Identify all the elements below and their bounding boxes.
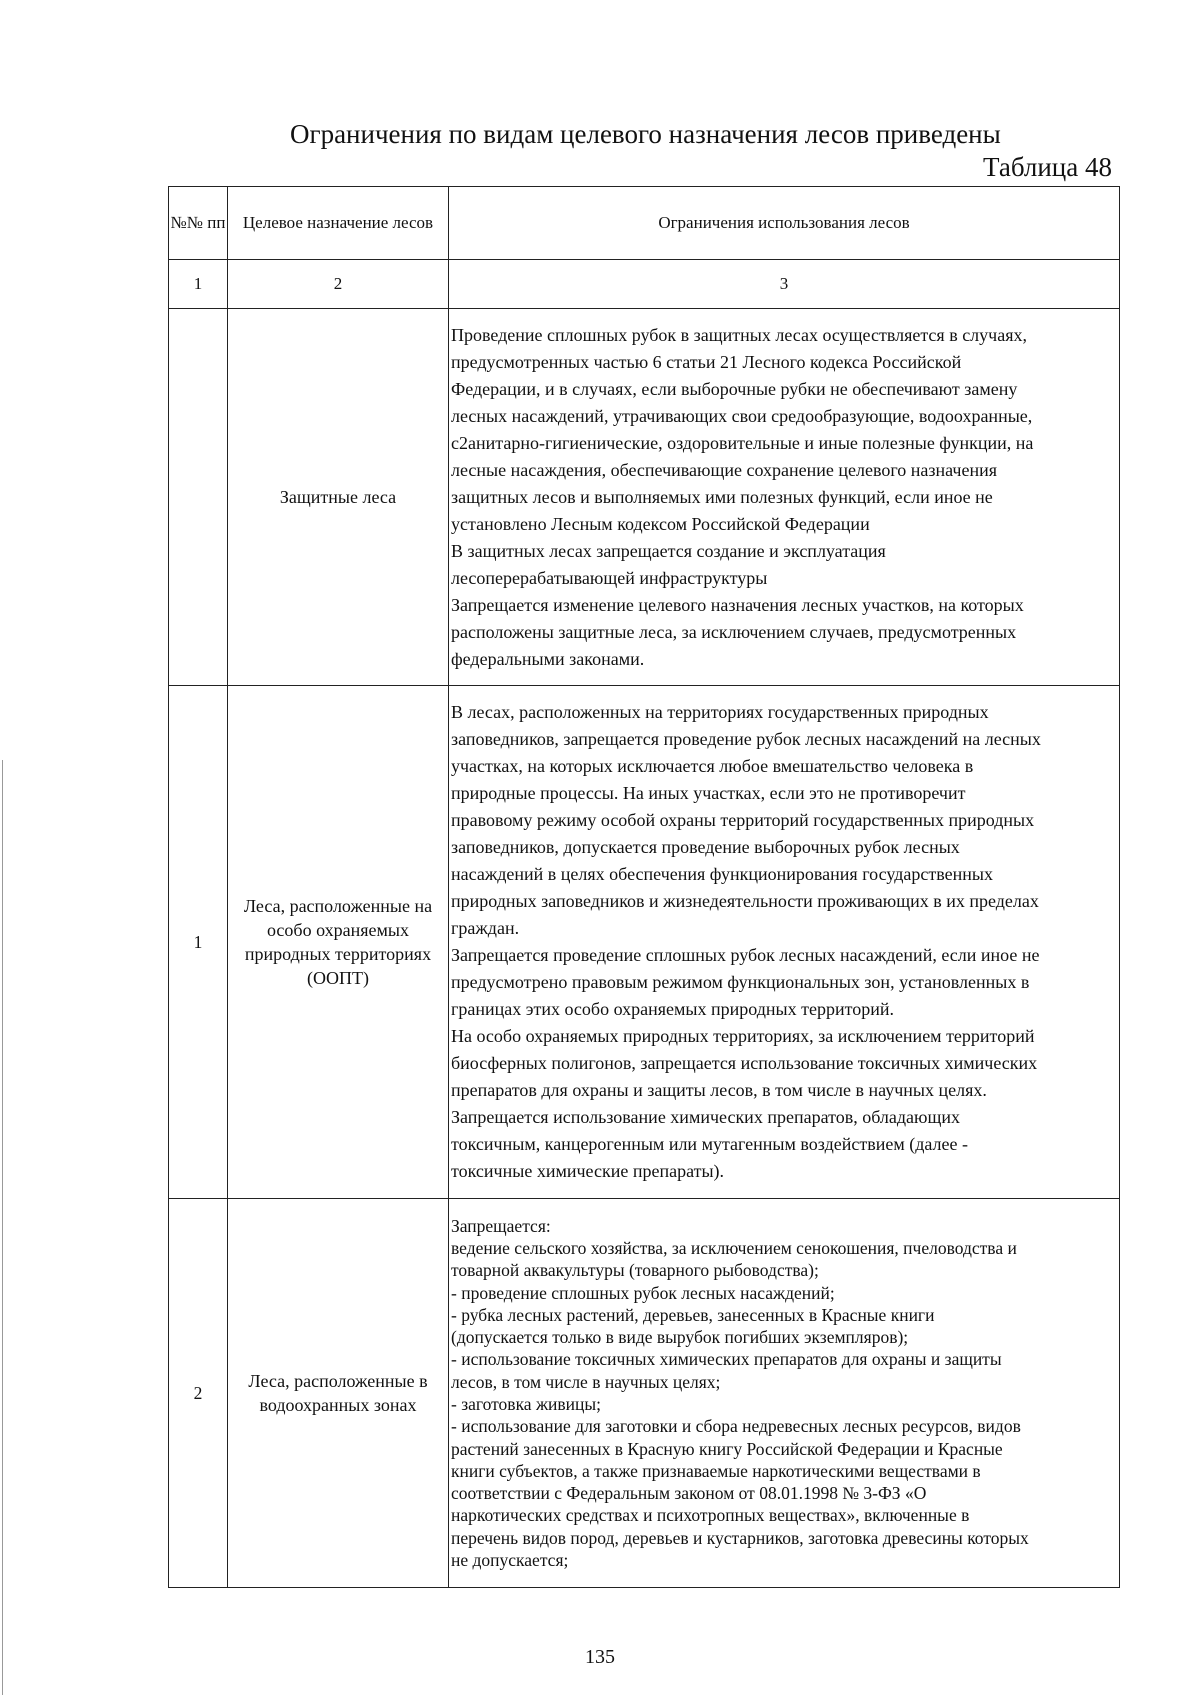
restriction-line: - проведение сплошных рубок лесных насаждений; xyxy=(451,1282,835,1303)
row-restrictions xyxy=(449,309,1120,686)
row-purpose: Леса, расположенные в водоохранных зонах xyxy=(228,1199,449,1588)
restriction-line: Запрещается изменение целевого назначения лесных участков, на которых xyxy=(451,594,1024,615)
restriction-line: (допускается только в виде вырубок погибших экземпляров); xyxy=(451,1327,909,1348)
scan-edge-line xyxy=(2,760,3,1695)
restriction-line: лесные насаждения, обеспечивающие сохранение целевого назначения xyxy=(451,459,997,480)
restriction-line: В защитных лесах запрещается создание и эксплуатация xyxy=(451,540,886,561)
restriction-line: Запрещается: xyxy=(451,1215,551,1236)
page-number: 135 xyxy=(585,1646,615,1668)
restriction-line: ведение сельского хозяйства, за исключением сенокошения, пчеловодства и xyxy=(451,1237,1017,1258)
restriction-line: препаратов для охраны и защиты лесов, в том числе в научных целях. xyxy=(451,1080,987,1100)
restriction-line: расположены защитные леса, за исключением случаев, предусмотренных xyxy=(451,621,1017,642)
column-number-row xyxy=(169,260,1120,309)
restriction-line: соответствии с Федеральным законом от 08.01.1998 № 3-ФЗ «О xyxy=(451,1483,927,1504)
restriction-line: наркотических средствах и психотропных веществах», включенные в xyxy=(451,1505,970,1526)
restriction-line: с2анитарно-гигиенические, оздоровительные и иные полезные функции, на xyxy=(451,432,1034,453)
restriction-line: книги субъектов, а также признаваемые наркотическими веществами в xyxy=(451,1460,981,1481)
restriction-line: биосферных полигонов, запрещается использование токсичных химических xyxy=(451,1053,1038,1073)
restriction-line: растений занесенных в Красную книгу Российской Федерации и Красные xyxy=(451,1438,1003,1459)
restriction-line: защитных лесов и выполняемых ими полезных функций, если иное не xyxy=(451,486,993,507)
row-purpose: Защитные леса xyxy=(228,309,449,686)
row-number xyxy=(169,309,228,686)
row-purpose: Леса, расположенные на особо охраняемых природных территориях (ООПТ) xyxy=(228,686,449,1199)
row-restrictions xyxy=(449,686,1120,1199)
restriction-line: граждан. xyxy=(451,918,520,938)
restriction-line: лесных насаждений, утрачивающих свои средообразующие, водоохранные, xyxy=(451,405,1033,426)
table-row xyxy=(169,309,1120,686)
restriction-line: предусмотрено правовым режимом функциональных зон, установленных в xyxy=(451,972,1030,992)
restriction-line: - заготовка живицы; xyxy=(451,1394,602,1414)
restriction-line: На особо охраняемых природных территориях, за исключением территорий xyxy=(451,1026,1035,1046)
restriction-line: перечень видов пород, деревьев и кустарников, заготовка древесины которых xyxy=(451,1527,1029,1548)
restriction-line: лесов, в том числе в научных целях; xyxy=(451,1371,721,1392)
restriction-line: не допускается; xyxy=(451,1550,569,1571)
restriction-line: установлено Лесным кодексом Российской Федерации xyxy=(451,513,870,534)
restriction-line: Проведение сплошных рубок в защитных лесах осуществляется в случаях, xyxy=(451,324,1027,345)
restriction-line: - использование для заготовки и сбора недревесных лесных ресурсов, видов xyxy=(451,1416,1021,1437)
restriction-line: товарной аквакультуры (товарного рыбоводства); xyxy=(451,1260,819,1281)
column-number-3: 3 xyxy=(449,260,1120,309)
restriction-line: заповедников, допускается проведение выборочных рубок лесных xyxy=(451,837,960,857)
header-restrictions: Ограничения использования лесов xyxy=(449,187,1120,260)
page-heading: Ограничения по видам целевого назначения лесов приведены xyxy=(290,119,1001,149)
restriction-line: правовому режиму особой охраны территорий государственных природных xyxy=(451,810,1035,830)
restriction-line: лесоперерабатывающей инфраструктуры xyxy=(451,567,768,588)
row-number: 2 xyxy=(169,1199,228,1588)
row-number: 1 xyxy=(169,686,228,1199)
restriction-line: насаждений в целях обеспечения функционирования государственных xyxy=(451,864,993,884)
restrictions-table xyxy=(168,186,1120,1588)
table-header-row xyxy=(169,187,1120,260)
restriction-line: - использование токсичных химических препаратов для охраны и защиты xyxy=(451,1349,1002,1370)
row-restrictions xyxy=(449,1199,1120,1588)
restriction-line: В лесах, расположенных на территориях государственных природных xyxy=(451,702,989,722)
header-number: №№ пп xyxy=(169,187,228,260)
restriction-line: Запрещается проведение сплошных рубок лесных насаждений, если иное не xyxy=(451,945,1040,965)
restriction-line: предусмотренных частью 6 статьи 21 Лесного кодекса Российской xyxy=(451,351,962,372)
restriction-line: природных заповедников и жизнедеятельности проживающих в их пределах xyxy=(451,891,1039,911)
table-caption: Таблица 48 xyxy=(983,152,1112,182)
restriction-line: границах этих особо охраняемых природных территорий. xyxy=(451,999,895,1019)
header-purpose: Целевое назначение лесов xyxy=(228,187,449,260)
restriction-line: токсичные химические препараты). xyxy=(451,1161,725,1181)
column-number-2: 2 xyxy=(228,260,449,309)
restriction-line: Запрещается использование химических препаратов, обладающих xyxy=(451,1107,960,1127)
restriction-line: природные процессы. На иных участках, если это не противоречит xyxy=(451,783,966,803)
table-row xyxy=(169,1199,1120,1588)
restriction-line: участках, на которых исключается любое вмешательство человека в xyxy=(451,756,974,776)
restriction-line: федеральными законами. xyxy=(451,648,645,669)
restriction-line: заповедников, запрещается проведение рубок лесных насаждений на лесных xyxy=(451,729,1041,749)
column-number-1: 1 xyxy=(169,260,228,309)
restriction-line: Федерации, и в случаях, если выборочные рубки не обеспечивают замену xyxy=(451,378,1018,399)
table-row xyxy=(169,686,1120,1199)
restriction-line: токсичным, канцерогенным или мутагенным воздействием (далее - xyxy=(451,1134,968,1154)
restriction-line: - рубка лесных растений, деревьев, занесенных в Красные книги xyxy=(451,1304,935,1325)
